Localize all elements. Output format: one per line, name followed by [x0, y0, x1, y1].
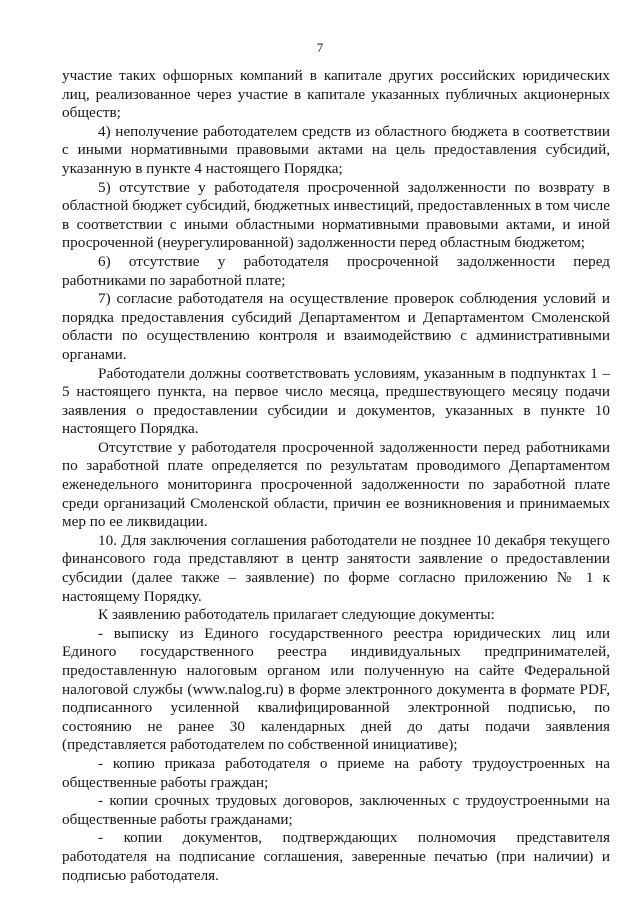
list-item: - копию приказа работодателя о приеме на работу трудоустроенных на общественные работы граждан; [62, 754, 610, 791]
list-item: - выписку из Единого государственного реестра юридических лиц или Единого государственного реестра индивидуальных предпринимателей, предоставленную налоговым органом или полученную на сайте Федеральной налоговой службы (www.nalog.ru) в форме электронного документа в формате PDF, подписанного усиленной квалифицированной электронной подписью, по состоянию не ранее 30 календарных дней до даты подачи заявления (представляется работодателем по собственной инициативе); [62, 624, 610, 754]
page-number: 7 [316, 40, 324, 55]
paragraph: К заявлению работодатель прилагает следующие документы: [98, 606, 495, 624]
paragraph: 7) согласие работодателя на осуществление проверок соблюдения условий и порядка предоставления субсидий Департаментом и Департаментом Смоленской области по осуществлению контроля и взаимодействию с административными органами. [62, 290, 610, 363]
paragraph: 6) отсутствие у работодателя просроченной задолженности перед работниками по заработной плате; [62, 252, 610, 289]
paragraph: Работодатели должны соответствовать условиям, указанным в подпунктах 1 – 5 настоящего пункта, на первое число месяца, предшествующего месяцу подачи заявления о предоставлении субсидии и документов, указанных в пункте 10 настоящего Порядка. [62, 364, 610, 438]
paragraph: 4) неполучение работодателем средств из областного бюджета в соответствии с иными нормативными правовыми актами на цель предоставления субсидий, указанную в пункте 4 настоящего Порядка; [62, 122, 610, 177]
document-body [62, 67, 610, 885]
list-item: - копии срочных трудовых договоров, заключенных с трудоустроенными на общественные работы гражданами; [62, 792, 610, 828]
paragraph: Отсутствие у работодателя просроченной задолженности перед работниками по заработной плате определяется по результатам проводимого Департаментом еженедельного мониторинга просроченной задолженности по заработной плате среди организаций Смоленской области, причин ее возникновения и принимаемых мер по ее ликвидации. [62, 438, 610, 531]
paragraph: 5) отсутствие у работодателя просроченной задолженности по возврату в областной бюджет субсидий, бюджетных инвестиций, предоставленных в том числе в соответствии с иными областными нормативными правовыми актами, и иной просроченной (неурегулированной) задолженности перед областным бюджетом; [62, 178, 610, 252]
list-item: - копии документов, подтверждающих полномочия представителя работодателя на подписание соглашения, заверенные печатью (при наличии) и подписью работодателя. [62, 829, 610, 884]
paragraph: участие таких офшорных компаний в капитале других российских юридических лиц, реализованное через участие в капитале указанных публичных акционерных обществ; [62, 67, 610, 122]
paragraph: 10. Для заключения соглашения работодатели не позднее 10 декабря текущего финансового года представляют в центр занятости заявление о предоставлении субсидии (далее также – заявление) по форме согласно приложению № 1 к настоящему Порядку. [62, 531, 610, 605]
